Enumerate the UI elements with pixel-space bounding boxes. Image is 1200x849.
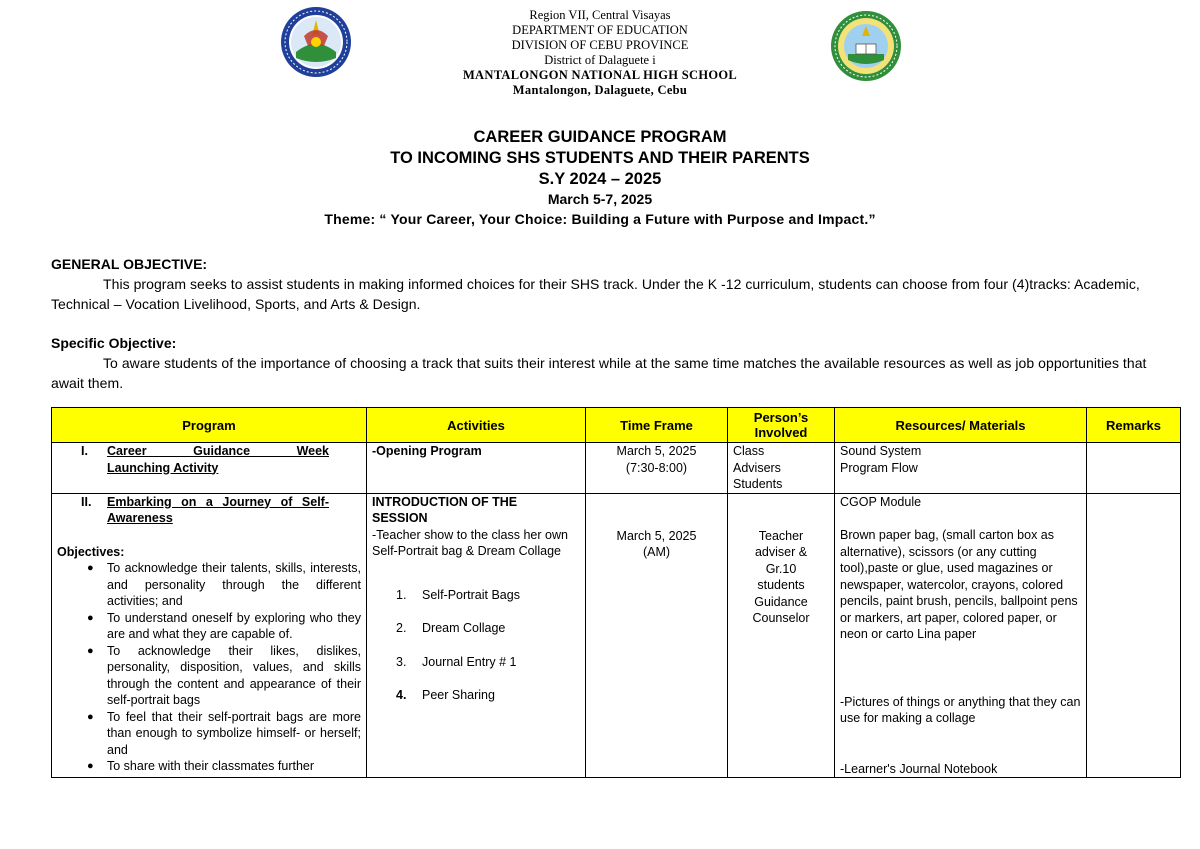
general-objective-heading: GENERAL OBJECTIVE: xyxy=(51,256,208,272)
row1-number: I. xyxy=(81,444,88,458)
row1-person-1: Class xyxy=(733,444,765,458)
row2-activity-head-1: INTRODUCTION OF THE xyxy=(372,494,518,509)
table-row xyxy=(52,443,1181,494)
row2-person-line: adviser & xyxy=(754,545,808,559)
bullet-icon: ● xyxy=(87,611,94,624)
activity-label: Self-Portrait Bags xyxy=(422,587,520,602)
bullet-icon: ● xyxy=(87,562,94,574)
specific-objective-heading: Specific Objective: xyxy=(51,335,177,351)
program-table xyxy=(51,407,1181,778)
activity-label: Peer Sharing xyxy=(422,688,495,702)
bullet-icon: ● xyxy=(87,644,94,657)
title-line-3: S.Y 2024 – 2025 xyxy=(538,170,662,188)
document-title xyxy=(0,127,1200,229)
objective-text: To acknowledge their talents, skills, interests, and personality through the different activities; and xyxy=(107,561,361,608)
row1-program xyxy=(52,443,367,494)
header-remarks: Remarks xyxy=(1087,408,1181,443)
list-item xyxy=(396,687,580,704)
header-persons-involved: Person’s Involved xyxy=(728,408,835,443)
general-objective xyxy=(51,254,1151,314)
region-line: Region VII, Central Visayas xyxy=(529,8,671,22)
row1-time-date: March 5, 2025 xyxy=(616,444,697,458)
row1-person-2: Advisers xyxy=(733,460,781,475)
row1-activity: -Opening Program xyxy=(372,444,482,458)
row2-title xyxy=(107,494,329,527)
row2-time-frame xyxy=(586,493,728,778)
school-name: MANTALONGON NATIONAL HIGH SCHOOL xyxy=(462,68,738,82)
division-line: DIVISION OF CEBU PROVINCE xyxy=(511,38,689,52)
row2-person-line: students xyxy=(757,578,805,592)
row1-remarks xyxy=(1087,443,1181,494)
title-line-1: CAREER GUIDANCE PROGRAM xyxy=(473,128,727,146)
row2-person-line: Gr.10 xyxy=(765,561,797,576)
row2-title-line1: Embarking on a Journey of Self- xyxy=(107,494,329,509)
general-objective-text: This program seeks to assist students in making informed choices for their SHS track. Under the K -12 curriculum, students can choose from four (4)tracks: Academic, Technical – Vocation Livelihood, Sports, and Arts & Design. xyxy=(51,276,1140,312)
activity-number: 1. xyxy=(396,587,407,602)
header-program: Program xyxy=(52,408,367,443)
row2-resources xyxy=(835,493,1087,778)
row1-time-range: (7:30-8:00) xyxy=(625,460,688,475)
letterhead xyxy=(0,8,1200,98)
row2-person-line: Teacher xyxy=(758,528,804,543)
activity-label: Dream Collage xyxy=(422,621,506,635)
row2-persons xyxy=(728,493,835,778)
school-address: Mantalongon, Dalaguete, Cebu xyxy=(512,83,688,97)
row2-number: II. xyxy=(81,494,92,509)
activity-number: 2. xyxy=(396,621,407,635)
table-row xyxy=(52,493,1181,778)
district-line: District of Dalaguete i xyxy=(544,53,656,67)
row2-time-date: March 5, 2025 xyxy=(616,528,697,543)
department-line: DEPARTMENT OF EDUCATION xyxy=(512,23,688,37)
row2-activity-list xyxy=(372,587,580,704)
list-item xyxy=(87,758,361,775)
title-line-2: TO INCOMING SHS STUDENTS AND THEIR PARENTS xyxy=(390,149,810,167)
specific-objective xyxy=(51,333,1151,393)
header-resources: Resources/ Materials xyxy=(835,408,1087,443)
row2-objectives-list xyxy=(57,560,361,775)
activity-number: 4. xyxy=(396,688,407,702)
objective-text: To share with their classmates further xyxy=(107,759,315,773)
table-header-row xyxy=(52,408,1181,443)
row1-persons xyxy=(728,443,835,494)
objective-text: To feel that their self-portrait bags are more than enough to symbolize himself- or herself; and xyxy=(107,709,361,757)
row1-resources xyxy=(835,443,1087,494)
row1-time-frame xyxy=(586,443,728,494)
list-item xyxy=(396,654,580,671)
list-item xyxy=(396,587,580,604)
header-activities: Activities xyxy=(367,408,586,443)
header-time-frame: Time Frame xyxy=(586,408,728,443)
list-item xyxy=(87,709,361,759)
row2-activities xyxy=(367,493,586,778)
row1-resource-1: Sound System xyxy=(840,444,922,458)
row1-title-line2: Launching Activity xyxy=(107,460,219,475)
objective-text: To understand oneself by exploring who they are and what they are capable of. xyxy=(107,610,361,641)
row2-remarks xyxy=(1087,493,1181,778)
bullet-icon: ● xyxy=(87,710,94,723)
row1-title xyxy=(107,443,329,476)
specific-objective-text: To aware students of the importance of choosing a track that suits their interest while at the same time matches the available resources as well as job opportunities that await them. xyxy=(51,355,1147,391)
row2-resource-pictures: -Pictures of things or anything that they can use for making a collage xyxy=(840,694,1081,725)
title-dates: March 5-7, 2025 xyxy=(547,191,653,207)
row2-program xyxy=(52,493,367,778)
row1-activities xyxy=(367,443,586,494)
row2-person-line: Guidance xyxy=(754,594,808,609)
row1-title-line1: Career Guidance Week xyxy=(107,444,329,458)
list-item xyxy=(87,610,361,643)
row2-activity-head-2: SESSION xyxy=(372,511,428,525)
activity-label: Journal Entry # 1 xyxy=(422,654,517,669)
bullet-icon: ● xyxy=(87,760,94,772)
row2-person-line: Counselor xyxy=(752,611,810,625)
list-item xyxy=(87,643,361,709)
activity-number: 3. xyxy=(396,654,407,669)
row1-resource-2: Program Flow xyxy=(840,460,918,475)
row1-person-3: Students xyxy=(733,477,783,491)
row2-resource-module: CGOP Module xyxy=(840,494,922,509)
list-item xyxy=(87,560,361,610)
row2-title-line2: Awareness xyxy=(107,511,173,525)
list-item xyxy=(396,620,580,637)
row2-resource-journal: -Learner's Journal Notebook xyxy=(840,761,998,776)
objective-text: To acknowledge their likes, dislikes, personality, disposition, values, and skills through the content and appearance of their self-portrait bags xyxy=(107,643,361,707)
row2-activity-desc: -Teacher show to the class her own Self-Portrait bag & Dream Collage xyxy=(372,527,568,558)
row2-objectives-label: Objectives: xyxy=(57,544,125,559)
row2-time-period: (AM) xyxy=(642,545,671,559)
row2-resource-materials: Brown paper bag, (small carton box as alternative), scissors (or any cutting tool),paste or glue, used magazines or newspaper, watercolor, crayons, colored pencils, paint brush, pencils, ballpoint pens or markers, art paper, colored paper, or neon or carto Lina paper xyxy=(840,528,1078,641)
title-theme: Theme: “ Your Career, Your Choice: Building a Future with Purpose and Impact.” xyxy=(324,211,876,227)
